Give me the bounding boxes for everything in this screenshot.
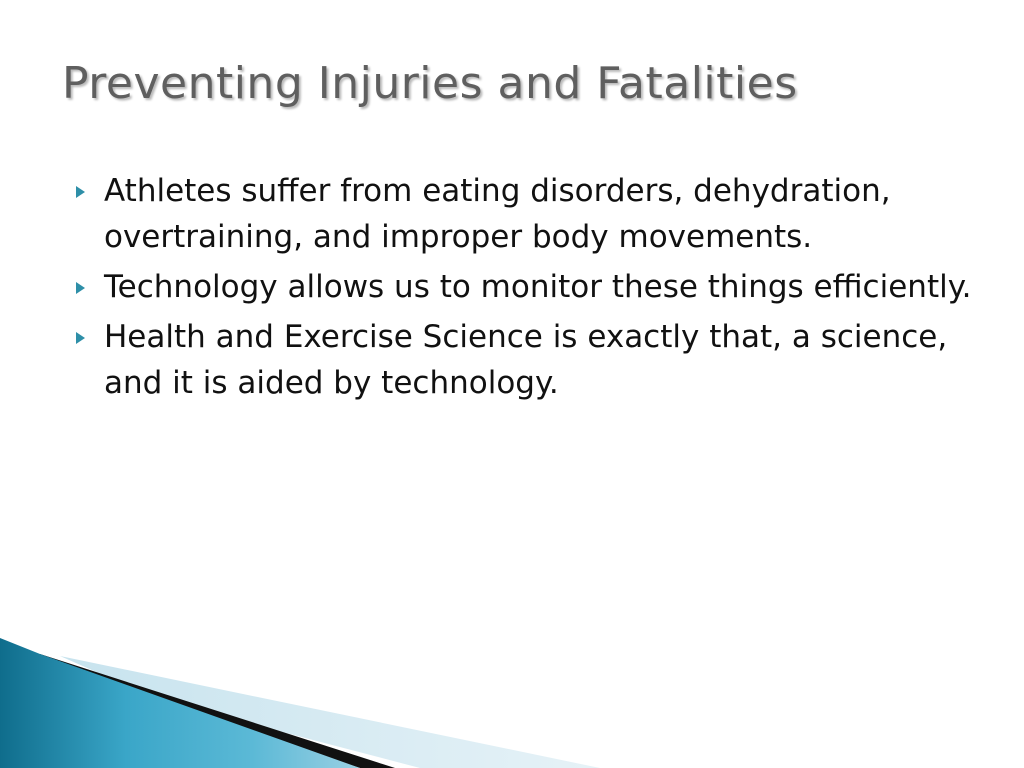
- triangle-right-icon: [76, 186, 85, 198]
- bullet-text: Technology allows us to monitor these things efficiently.: [104, 269, 972, 305]
- bullet-item: [72, 264, 972, 310]
- bullet-list: [72, 168, 972, 410]
- bullet-text: Health and Exercise Science is exactly that, a science, and it is aided by technology.: [104, 319, 948, 401]
- bullet-text: Athletes suffer from eating disorders, dehydration, overtraining, and improper body movements.: [104, 173, 891, 255]
- decorative-wave-graphic: [0, 638, 1024, 768]
- triangle-right-icon: [76, 282, 85, 294]
- slide-title: Preventing Injuries and Fatalities: [62, 58, 798, 109]
- bullet-item: [72, 314, 972, 406]
- triangle-right-icon: [76, 332, 85, 344]
- bullet-item: [72, 168, 972, 260]
